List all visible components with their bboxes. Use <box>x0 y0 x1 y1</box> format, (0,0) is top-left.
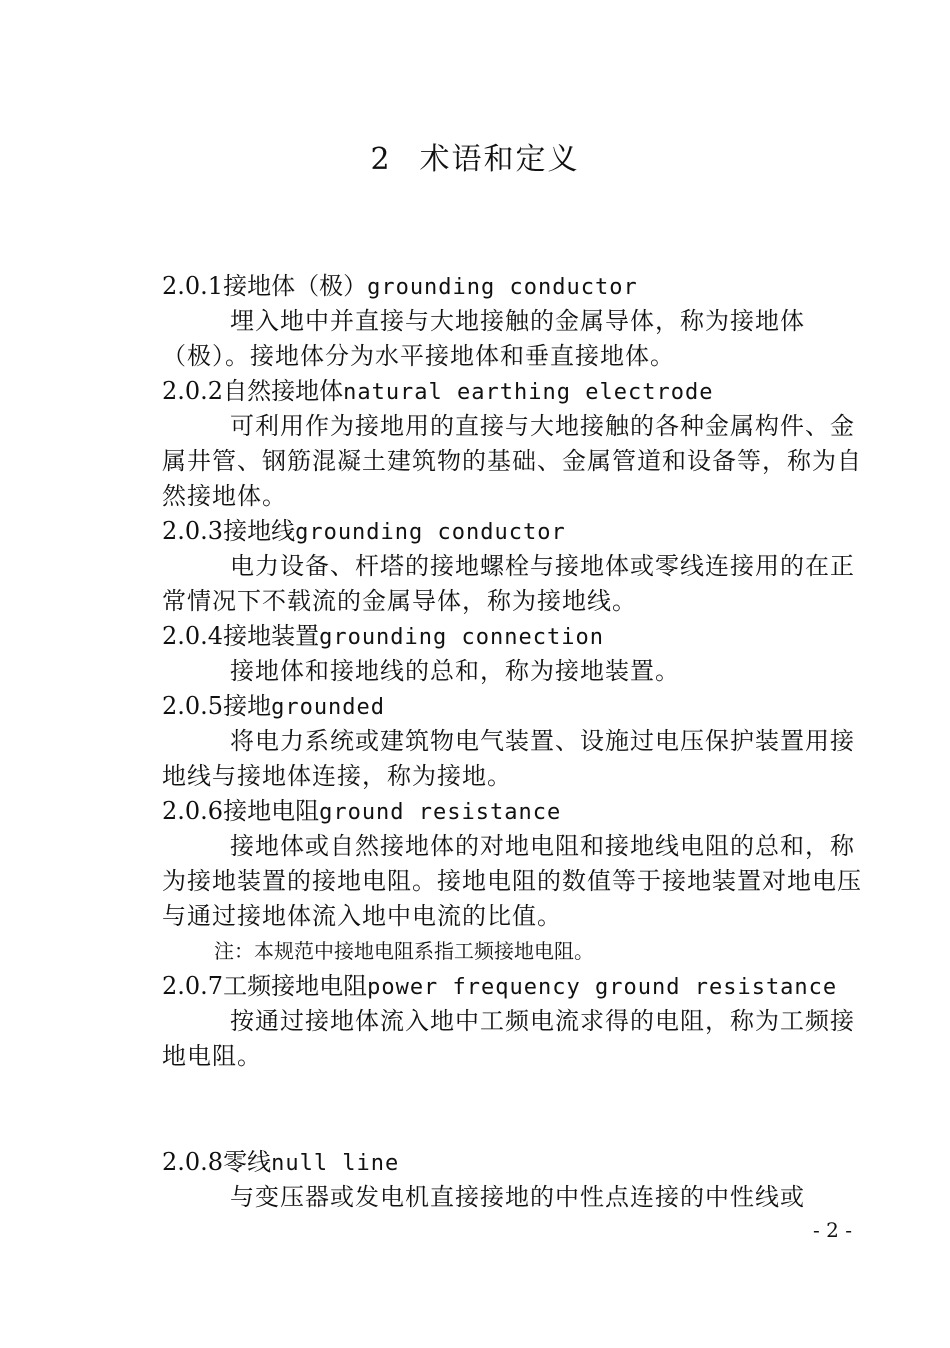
term-note-2-0-6: 注：本规范中接地电阻系指工频接地电阻。 <box>214 939 594 963</box>
term-en: grounded <box>271 695 386 720</box>
term-definition-2-0-8: 与变压器或发电机直接接地的中性点连接的中性线或 <box>230 1183 805 1211</box>
term-heading-2-0-4 <box>162 619 862 654</box>
terms-content <box>162 269 862 1215</box>
term-definition-2-0-6: 接地体或自然接地体的对地电阻和接地线电阻的总和，称为接地装置的接地电阻。接地电阻的数值等于接地装置对地电压与通过接地体流入地中电流的比值。 <box>162 832 862 930</box>
chapter-title-text: 术语和定义 <box>419 142 580 177</box>
term-heading-2-0-8 <box>162 1145 862 1180</box>
term-heading-2-0-7 <box>162 969 862 1004</box>
term-en: grounding connection <box>319 625 604 650</box>
term-zh: 接地电阻 <box>223 797 320 825</box>
term-zh: 接地装置 <box>223 622 320 650</box>
term-zh: 接地线 <box>223 517 296 545</box>
term-code: 2.0.3 <box>162 517 224 545</box>
term-code: 2.0.5 <box>162 692 224 720</box>
term-code: 2.0.2 <box>162 377 224 405</box>
term-definition-2-0-4: 接地体和接地线的总和，称为接地装置。 <box>230 657 680 685</box>
term-code: 2.0.8 <box>162 1148 224 1176</box>
term-zh: 自然接地体 <box>223 377 344 405</box>
term-zh: 接地体（极） <box>223 272 368 300</box>
term-heading-2-0-2 <box>162 374 862 409</box>
term-zh: 工频接地电阻 <box>223 972 368 1000</box>
term-en: null line <box>271 1151 400 1176</box>
term-en: power frequency ground resistance <box>367 975 838 1000</box>
page-number: - 2 - <box>813 1218 852 1242</box>
term-code: 2.0.1 <box>162 272 224 300</box>
term-code: 2.0.6 <box>162 797 224 825</box>
term-zh: 零线 <box>223 1148 272 1176</box>
term-heading-2-0-5 <box>162 689 862 724</box>
term-zh: 接地 <box>223 692 272 720</box>
term-definition-2-0-2: 可利用作为接地用的直接与大地接触的各种金属构件、金属井管、钢筋混凝土建筑物的基础、金属管道和设备等，称为自然接地体。 <box>162 412 862 510</box>
term-definition-2-0-1: 埋入地中并直接与大地接触的金属导体，称为接地体（极）。接地体分为水平接地体和垂直接地体。 <box>162 307 805 370</box>
term-en: grounding conductor <box>367 275 638 300</box>
term-definition-2-0-3: 电力设备、杆塔的接地螺栓与接地体或零线连接用的在正常情况下不载流的金属导体，称为接地线。 <box>162 552 855 615</box>
term-en: ground resistance <box>319 800 562 825</box>
term-definition-2-0-5: 将电力系统或建筑物电气装置、设施过电压保护装置用接地线与接地体连接，称为接地。 <box>162 727 855 790</box>
term-definition-2-0-7: 按通过接地体流入地中工频电流求得的电阻，称为工频接地电阻。 <box>162 1007 855 1070</box>
term-en: natural earthing electrode <box>343 380 714 405</box>
term-heading-2-0-6 <box>162 794 862 829</box>
chapter-number: 2 <box>370 142 392 177</box>
section-gap <box>162 1074 862 1145</box>
term-heading-2-0-1 <box>162 269 862 304</box>
term-heading-2-0-3 <box>162 514 862 549</box>
term-code: 2.0.4 <box>162 622 224 650</box>
chapter-heading <box>0 140 950 180</box>
term-code: 2.0.7 <box>162 972 224 1000</box>
term-en: grounding conductor <box>295 520 566 545</box>
